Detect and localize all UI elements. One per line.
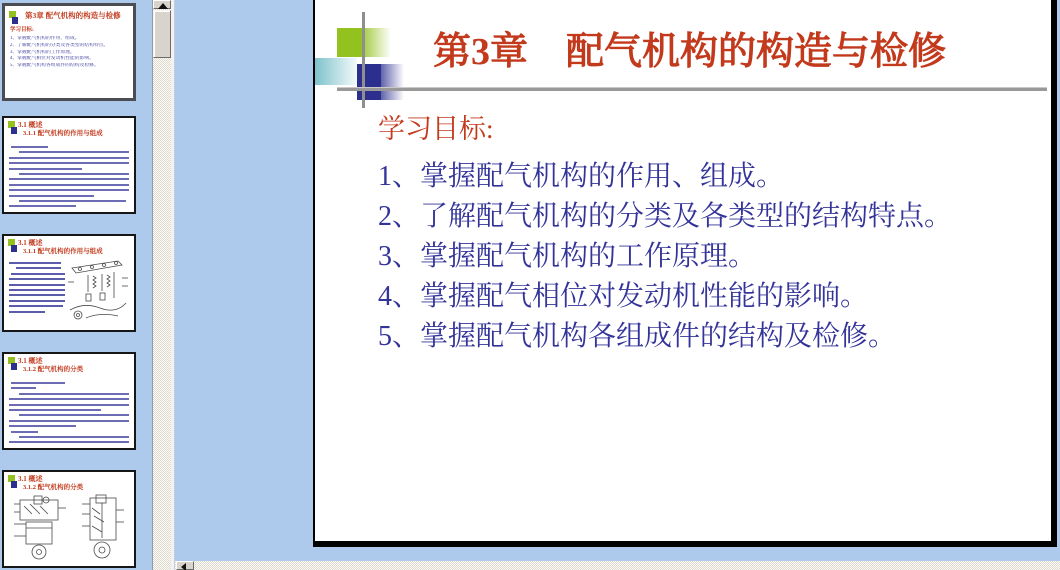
- text-line-placeholder: [9, 195, 94, 197]
- logo-blue-fade: [381, 64, 404, 100]
- slide-title-textbox[interactable]: 第3章 配气机构的构造与检修: [433, 31, 947, 73]
- slide-canvas: [313, 0, 1057, 547]
- text-line-placeholder: [19, 151, 129, 153]
- scroll-left-button[interactable]: [176, 561, 194, 570]
- logo-blue-square: [357, 64, 381, 100]
- text-line-placeholder: [9, 162, 129, 164]
- logo-green-square: [337, 28, 364, 57]
- valve-train-exploded-view-diagram: [66, 258, 130, 328]
- text-line-placeholder: [19, 436, 129, 438]
- text-line-placeholder: [9, 425, 76, 427]
- logo-teal-rect: [315, 58, 357, 85]
- text-line-placeholder: [19, 200, 126, 202]
- pane-splitter[interactable]: [171, 0, 175, 570]
- logo-green-fade: [364, 28, 391, 57]
- left-arrow-icon: [181, 563, 186, 570]
- thumbnail-heading-1: 3.1 概述: [18, 121, 43, 129]
- ohv-engine-section-diagram: [10, 494, 72, 564]
- slide-thumbnail-1[interactable]: [2, 3, 136, 101]
- slide-thumbnail-pane: [0, 0, 152, 570]
- list-item: 3、掌握配气机构的工作原理。: [10, 49, 75, 55]
- text-line-placeholder: [11, 431, 38, 433]
- text-line-placeholder: [9, 157, 129, 159]
- thumbnail-heading-2: 3.1.1 配气机构的作用与组成: [23, 130, 103, 137]
- learning-objectives-heading: 学习目标:: [378, 114, 494, 144]
- thumbnail-heading-1: 3.1 概述: [18, 475, 43, 483]
- thumbnail-heading-2: 3.1.2 配气机构的分类: [23, 366, 84, 373]
- thumbnail-heading-2: 3.1.2 配气机构的分类: [23, 484, 84, 491]
- text-line-placeholder: [9, 284, 65, 286]
- thumbnail-objectives-list: [10, 36, 130, 70]
- thumbnail-pane-scrollbar[interactable]: [152, 0, 171, 570]
- thumbnail-slide-title: 第3章 配气机构的构造与检修: [25, 11, 121, 20]
- ohc-engine-section-diagram: [80, 494, 128, 564]
- logo-blue-square: [11, 481, 17, 488]
- list-item: 4、掌握配气相位对发动机性能的影响。: [10, 56, 94, 62]
- list-item: 4、掌握配气相位对发动机性能的影响。: [378, 281, 869, 312]
- thumbnail-heading-1: 3.1 概述: [18, 239, 43, 247]
- slide-thumbnail-2[interactable]: [2, 116, 136, 214]
- logo-vertical-line: [362, 12, 365, 108]
- thumbnail-heading: 学习目标:: [10, 27, 34, 33]
- text-line-placeholder: [19, 393, 129, 395]
- objectives-list: [378, 157, 1028, 357]
- text-line-placeholder: [16, 267, 61, 269]
- vertical-scrollbar-thumb[interactable]: [153, 10, 171, 58]
- list-item: 3、掌握配气机构的工作原理。: [378, 241, 757, 272]
- scroll-up-button[interactable]: [153, 0, 171, 9]
- list-item: 1、掌握配气机构的作用、组成。: [10, 36, 80, 41]
- list-item: 1、掌握配气机构的作用、组成。: [378, 161, 785, 192]
- text-line-placeholder: [11, 146, 48, 148]
- logo-blue-square: [11, 363, 17, 370]
- main-area-horizontal-scrollbar[interactable]: [175, 561, 1060, 570]
- list-item: 5、掌握配气机构各组成件的结构及检修。: [10, 63, 99, 69]
- logo-blue-square: [12, 17, 18, 24]
- text-line-placeholder: [9, 278, 65, 280]
- list-item: 2、了解配气机构的分类及各类型的结构特点。: [378, 201, 953, 232]
- thumbnail-heading-1: 3.1 概述: [18, 357, 43, 365]
- list-item: 2、了解配气机构的分类及各类型的结构特点。: [10, 42, 109, 48]
- text-line-placeholder: [9, 311, 45, 313]
- text-line-placeholder: [9, 189, 129, 191]
- thumbnail-body-text: [9, 382, 131, 447]
- text-line-placeholder: [11, 387, 35, 389]
- text-line-placeholder: [9, 409, 101, 411]
- text-line-placeholder: [11, 273, 65, 275]
- text-line-placeholder: [9, 420, 129, 422]
- thumbnail-body-text: [9, 146, 131, 211]
- text-line-placeholder: [9, 294, 65, 296]
- text-line-placeholder: [9, 289, 65, 291]
- text-line-placeholder: [9, 404, 129, 406]
- list-item: 5、掌握配气机构各组成件的结构及检修。: [378, 321, 897, 352]
- slide-body-textbox[interactable]: [378, 110, 1028, 357]
- text-line-placeholder: [9, 184, 129, 186]
- logo-blue-square: [11, 127, 17, 134]
- text-line-placeholder: [9, 441, 129, 443]
- slide-thumbnail-4[interactable]: [2, 352, 136, 450]
- text-line-placeholder: [9, 168, 82, 170]
- slide-thumbnail-5[interactable]: [2, 470, 136, 568]
- logo-blue-square: [11, 245, 17, 252]
- text-line-placeholder: [11, 382, 65, 384]
- text-line-placeholder: [9, 300, 65, 302]
- text-line-placeholder: [9, 398, 129, 400]
- text-line-placeholder: [9, 205, 76, 207]
- text-line-placeholder: [9, 178, 129, 180]
- text-line-placeholder: [9, 305, 63, 307]
- thumbnail-heading-2: 3.1.1 配气机构的作用与组成: [23, 248, 103, 255]
- text-line-placeholder: [19, 414, 129, 416]
- title-divider-line: [337, 87, 1047, 91]
- slide-thumbnail-3[interactable]: [2, 234, 136, 332]
- text-line-placeholder: [19, 173, 129, 175]
- text-line-placeholder: [9, 262, 61, 264]
- up-arrow-icon: [158, 3, 168, 9]
- thumbnail-body-text: [9, 262, 65, 316]
